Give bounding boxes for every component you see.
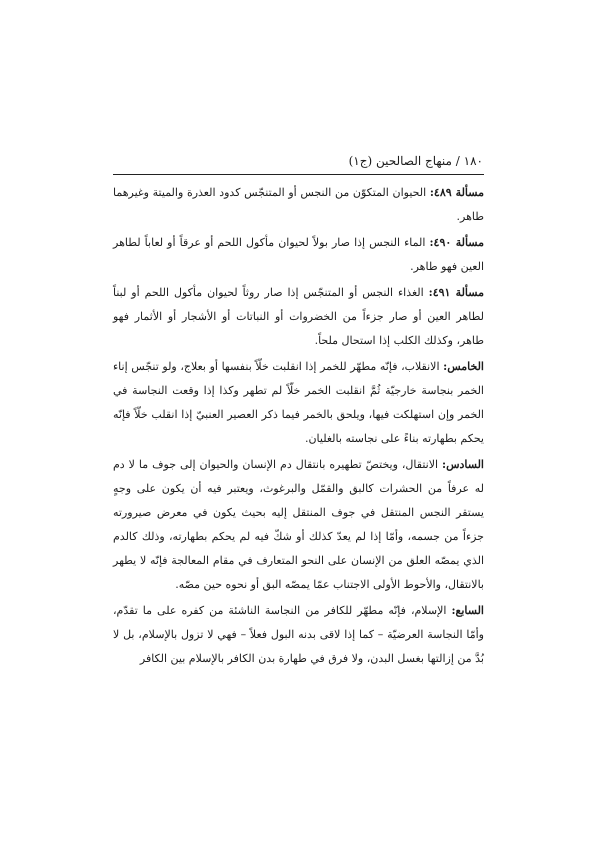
- paragraph-heading: مسألة ٤٨٩:: [429, 186, 484, 199]
- paragraph-heading: الخامس:: [443, 360, 484, 373]
- paragraph-text: الماء النجس إذا صار بولاً لحيوان مأكول اللحم أو عرقاً أو لعاباً لطاهر العين فهو طاهر.: [113, 236, 484, 273]
- paragraph-issue-490: [113, 231, 484, 279]
- paragraph-seventh-purifier: [113, 599, 484, 671]
- paragraph-heading: السابع:: [451, 604, 484, 617]
- paragraph-sixth-purifier: [113, 453, 484, 597]
- paragraph-text: الغذاء النجس أو المتنجّس إذا صار روثاً لحيوان مأكول اللحم أو لبناً لطاهر العين أو صار جزءاً من الخضروات أو النباتات أو الأشجار أو الأثمار فهو طاهر، وكذلك الكلب إذا استحال ملحاً.: [113, 286, 484, 347]
- paragraph-heading: مسألة ٤٩٠:: [429, 236, 485, 249]
- paragraph-heading: مسألة ٤٩١:: [428, 286, 484, 299]
- paragraph-text: الحيوان المتكوّن من النجس أو المتنجّس كدود العذرة والميتة وغيرهما طاهر.: [113, 186, 484, 223]
- header-rule: [113, 174, 484, 175]
- running-header: ١٨٠ / منهاج الصالحين (ج١): [348, 154, 483, 168]
- paragraph-issue-491: [113, 281, 484, 353]
- paragraph-fifth-purifier: [113, 355, 484, 451]
- paragraph-text: الانقلاب، فإنّه مطهّر للخمر إذا انقلبت خلّاً بنفسها أو بعلاج، ولو تنجّس إناء الخمر بنجاسة خارجيّة ثُمَّ انقلبت الخمر خلّاً لم تطهر وكذا إذا وقعت النجاسة في الخمر وإن استهلكت فيها، ويلحق بالخمر فيما ذكر العصير العنبيّ إذا انقلب خلّاً فإنّه يحكم بطهارته بناءً على نجاسته بالغليان.: [113, 360, 484, 445]
- paragraph-heading: السادس:: [442, 458, 484, 471]
- paragraph-text: الإسلام، فإنّه مطهّر للكافر من النجاسة الناشئة من كفره على ما تقدّم، وأمّا النجاسة العرضيّة – كما إذا لاقى بدنه البول فعلاً – فهي لا تزول بالإسلام، بل لا بُدَّ من إزالتها بغسل البدن، ولا فرق في طهارة بدن الكافر بالإسلام بين الكافر: [113, 604, 484, 665]
- page-body: [113, 181, 484, 673]
- paragraph-issue-489: [113, 181, 484, 229]
- paragraph-text: الانتقال، ويختصّ تطهيره بانتقال دم الإنسان والحيوان إلى جوف ما لا دم له عرفاً من الحشرات كالبق والقمّل والبرغوث، ويعتبر فيه أن يكون على وجهٍ يستقر النجس المنتقل في جوف المنتقل إليه بحيث يكون في معرض صيرورته جزءاً من جسمه، وأمّا إذا لم يعدّ كذلك أو شكّ فيه لم يحكم بطهارته، وذلك كالدم الذي يمصّه العلق من الإنسان على النحو المتعارف في مقام المعالجة فإنّه لا يطهر بالانتقال، والأحوط الأولى الاجتناب عمّا يمصّه البق أو نحوه حين مصّه.: [113, 458, 484, 591]
